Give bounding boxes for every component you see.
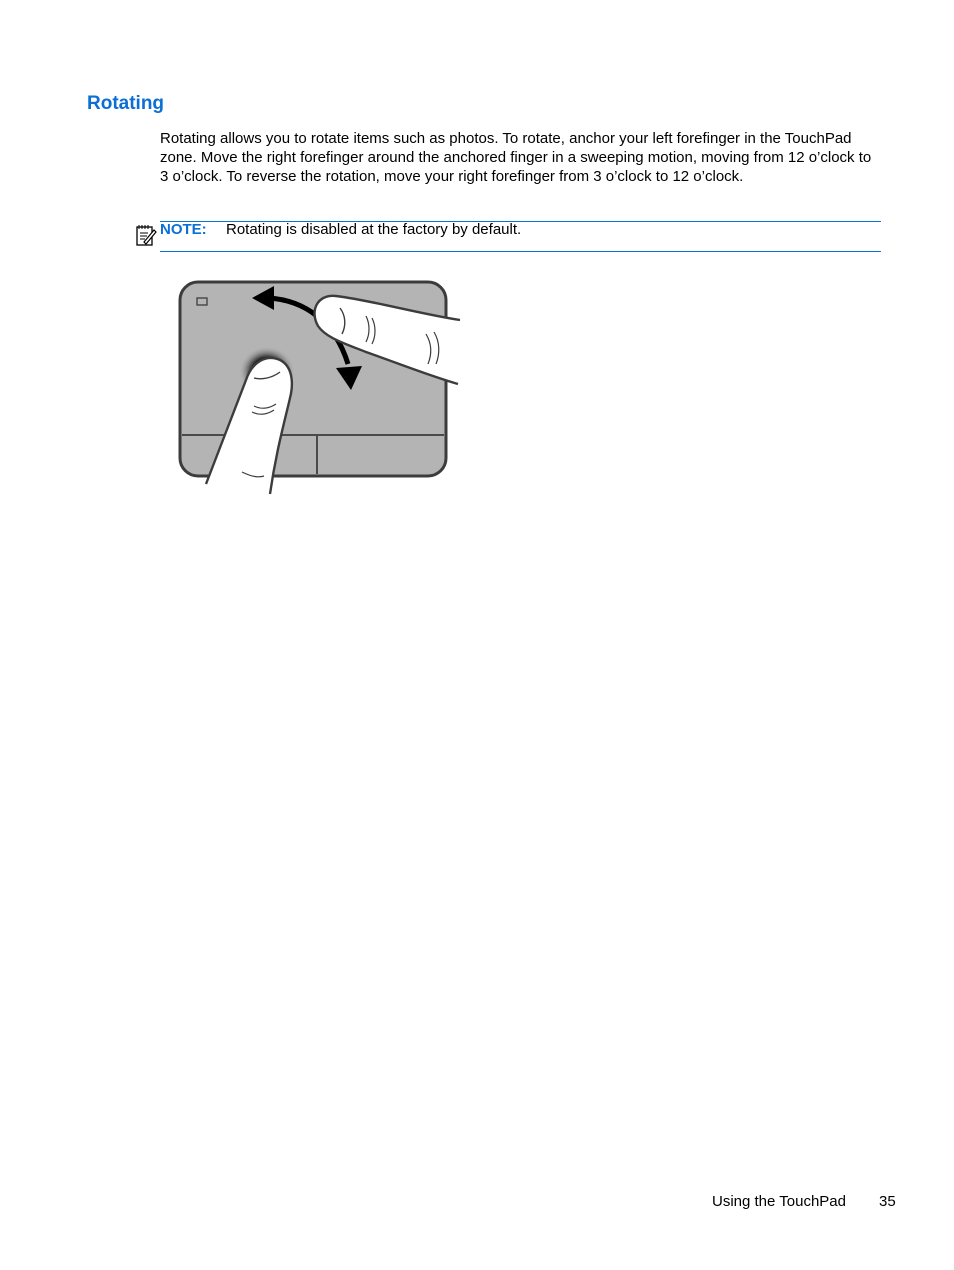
note-text: Rotating is disabled at the factory by default. <box>226 221 522 238</box>
footer-page-number: 35 <box>879 1193 896 1210</box>
note-label: NOTE: <box>160 221 207 238</box>
section-paragraph: Rotating allows you to rotate items such as photos. To rotate, anchor your left forefinger in the TouchPad zone. Move the right forefinger around the anchored finger in a sweeping motion, moving from 12 o’clock to 3 o’clock. To reverse the rotation, move your right forefinger from 3 o’clock to 12 o’clock. <box>160 130 872 185</box>
footer-chapter-title: Using the TouchPad <box>712 1193 846 1210</box>
note-pad-icon <box>135 223 157 247</box>
touchpad-rotate-gesture-illustration <box>170 272 470 502</box>
section-heading: Rotating <box>87 93 165 114</box>
